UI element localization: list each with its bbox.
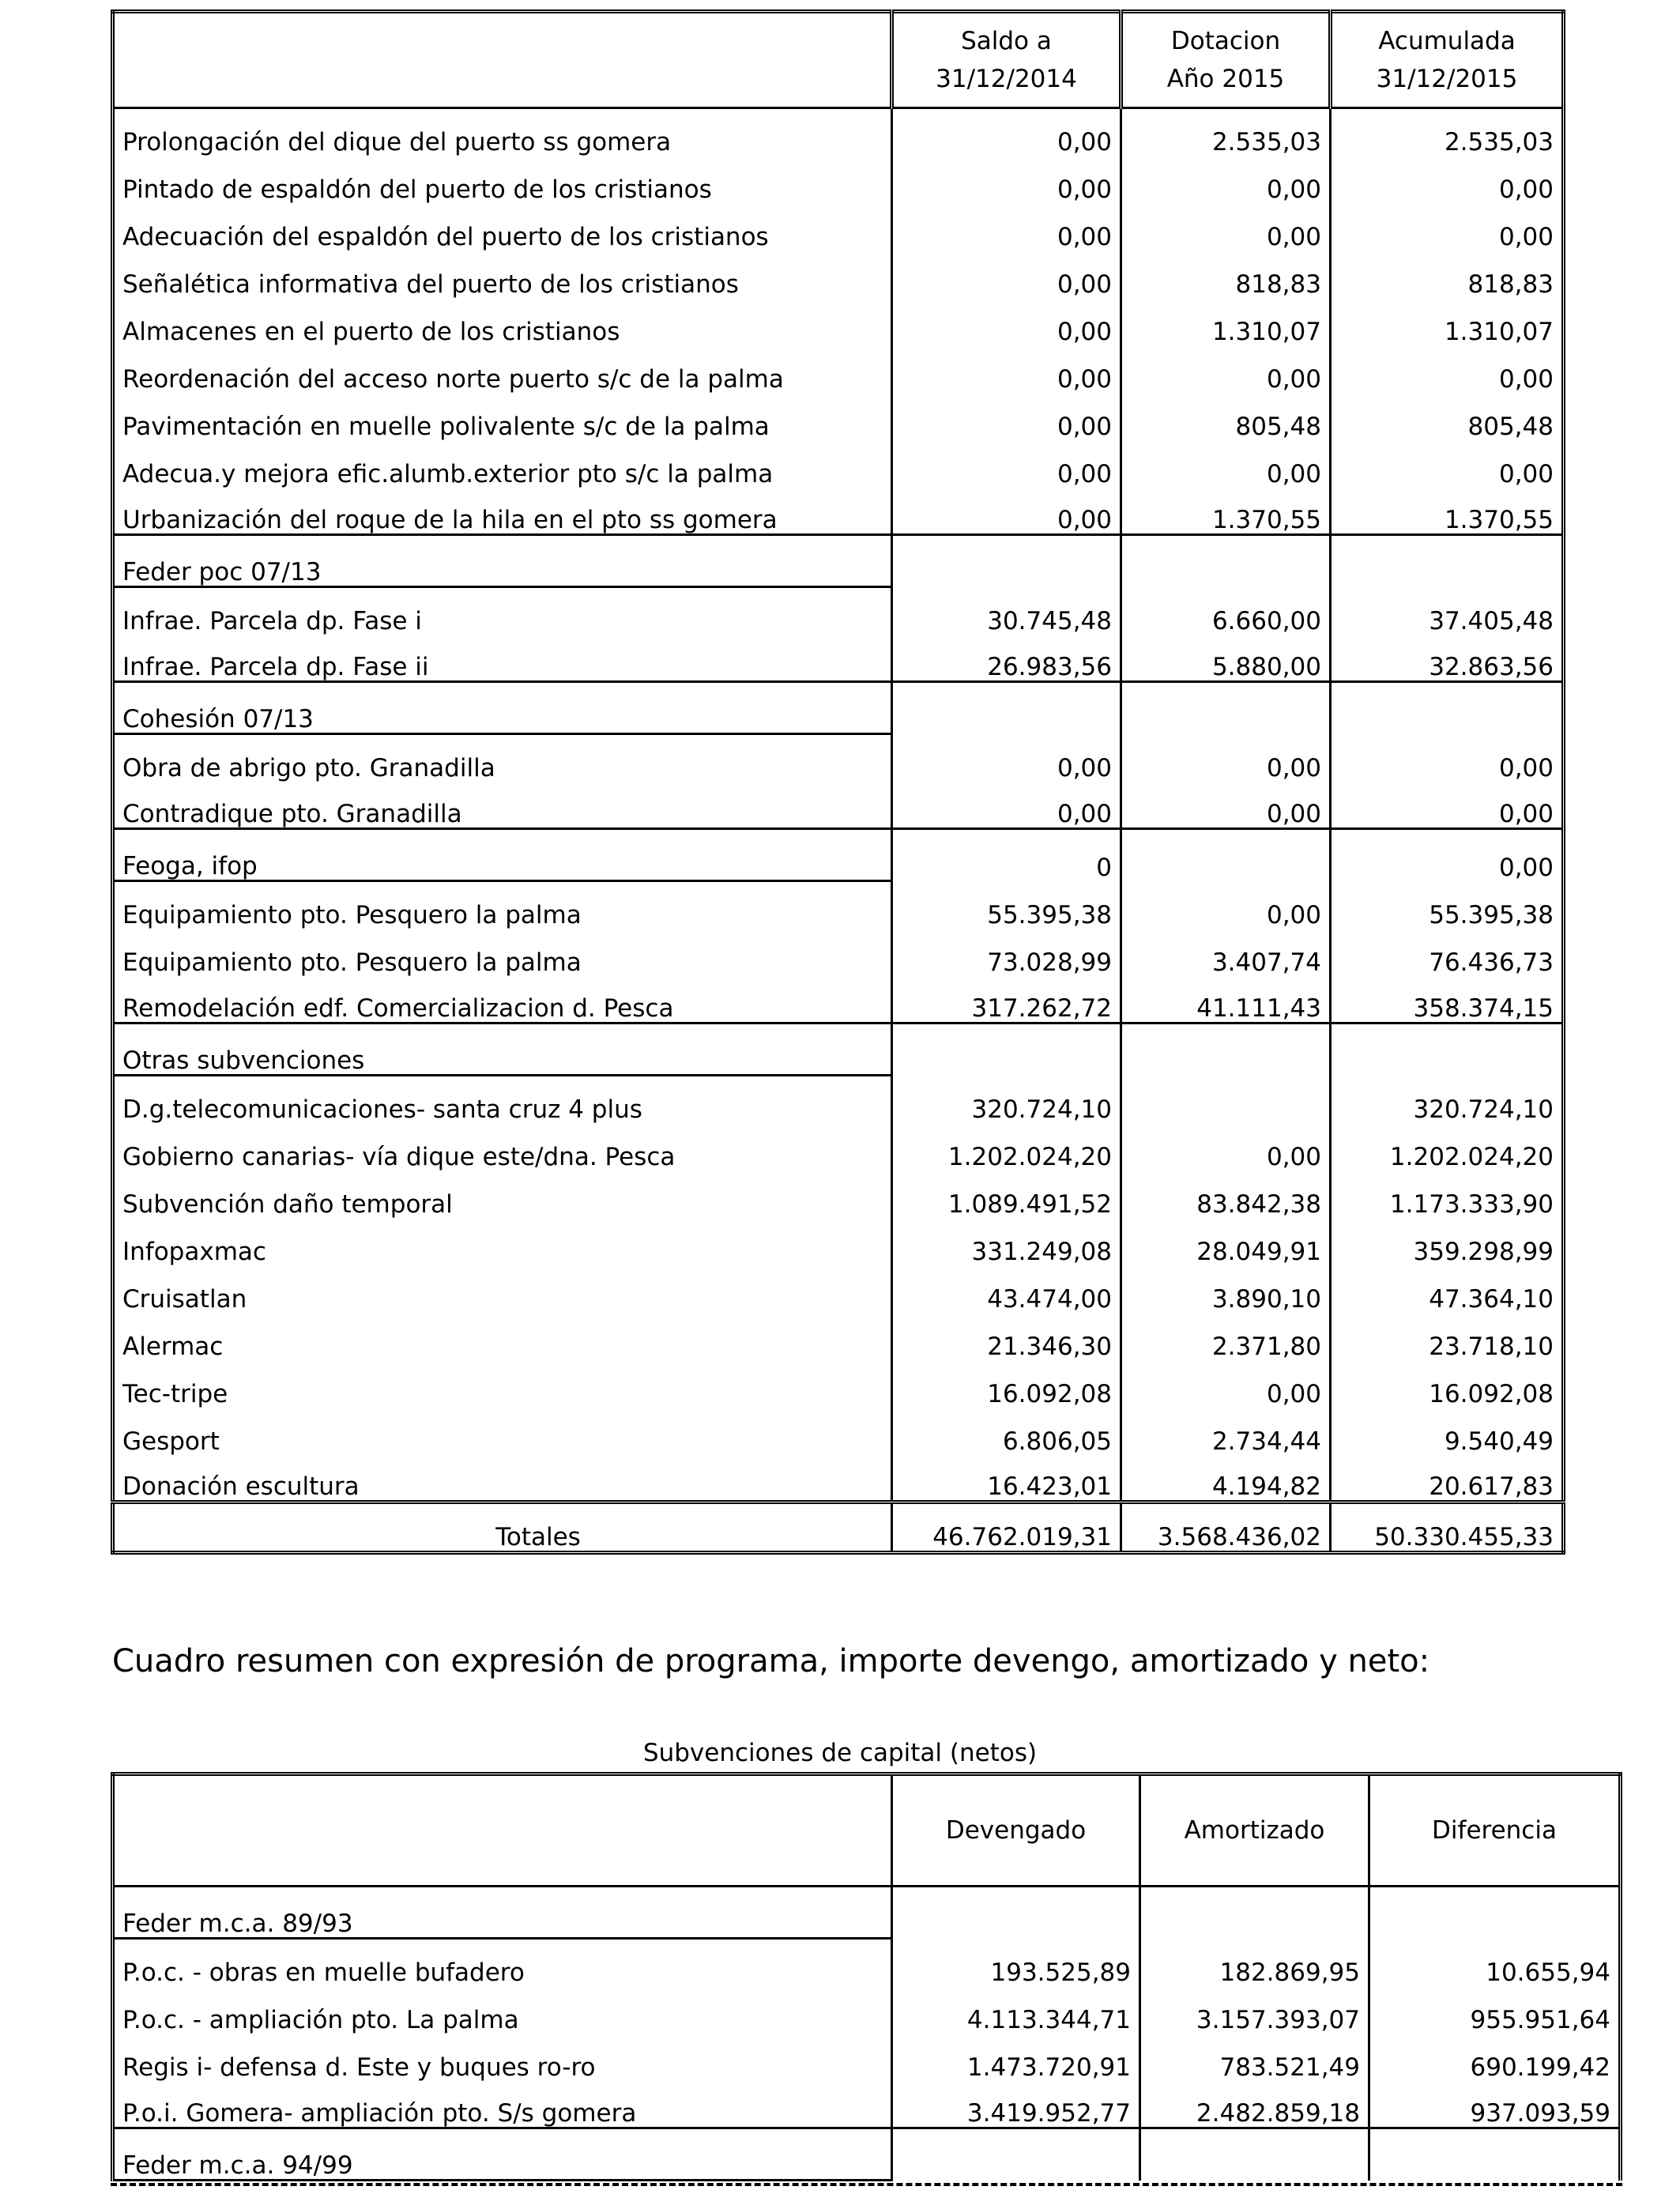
row-value: 690.199,42 xyxy=(1369,2034,1621,2081)
section-label: Feoga, ifop xyxy=(113,829,892,881)
section-row xyxy=(113,1887,1621,1939)
row-label: Reordenación del acceso norte puerto s/c de la palma xyxy=(122,364,784,393)
section-value: 0 xyxy=(892,829,1121,881)
table-row xyxy=(113,1313,1564,1360)
section-value xyxy=(1121,829,1331,881)
section-value xyxy=(1331,682,1564,734)
section-value xyxy=(1121,682,1331,734)
row-value: 2.734,44 xyxy=(1121,1408,1331,1455)
row-value: 1.089.491,52 xyxy=(892,1171,1121,1218)
table-row xyxy=(113,1455,1564,1502)
section-label: Feder poc 07/13 xyxy=(113,535,892,587)
row-value: 47.364,10 xyxy=(1331,1265,1564,1313)
table-row xyxy=(113,1218,1564,1265)
row-label: P.o.c. - obras en muelle bufadero xyxy=(122,1958,525,1986)
row-value: 0,00 xyxy=(892,345,1121,393)
row-value: 37.405,48 xyxy=(1331,587,1564,635)
subsidies-table xyxy=(111,9,1565,1555)
section-value xyxy=(1331,1023,1564,1076)
row-label: Equipamiento pto. Pesquero la palma xyxy=(122,900,582,929)
section-value xyxy=(1121,535,1331,587)
row-value: 0,00 xyxy=(892,440,1121,488)
summary-table xyxy=(111,1772,1622,2181)
totals-row xyxy=(113,1502,1564,1553)
table-row xyxy=(113,1939,1621,1986)
row-label: Infrae. Parcela dp. Fase ii xyxy=(122,653,429,681)
section-value xyxy=(1140,1887,1369,1939)
row-label: Adecua.y mejora efic.alumb.exterior pto s/c la palma xyxy=(122,459,774,488)
row-value: 0,00 xyxy=(1331,440,1564,488)
table-row xyxy=(113,1123,1564,1171)
table-row xyxy=(113,2034,1621,2081)
row-value: 320.724,10 xyxy=(1331,1076,1564,1123)
table-row xyxy=(113,976,1564,1023)
table-row xyxy=(113,1265,1564,1313)
section-value xyxy=(1369,1887,1621,1939)
summary-heading: Cuadro resumen con expresión de programa, importe devengo, amortizado y neto: xyxy=(112,1643,1430,1679)
row-label: Regis i- defensa d. Este y buques ro-ro xyxy=(122,2053,596,2081)
row-label: Infrae. Parcela dp. Fase i xyxy=(122,606,422,635)
row-value: 6.806,05 xyxy=(892,1408,1121,1455)
row-label: Alermac xyxy=(122,1332,224,1360)
row-value: 0,00 xyxy=(1121,881,1331,929)
table-header-row xyxy=(113,12,1564,108)
header-blank xyxy=(113,12,892,108)
section-value xyxy=(892,535,1121,587)
row-value: 6.660,00 xyxy=(1121,587,1331,635)
row-value: 0,00 xyxy=(892,393,1121,440)
row-label: Obra de abrigo pto. Granadilla xyxy=(122,753,495,782)
section-row xyxy=(113,535,1564,587)
row-value: 0,00 xyxy=(1121,1360,1331,1408)
row-value: 41.111,43 xyxy=(1121,976,1331,1023)
row-value: 3.419.952,77 xyxy=(892,2081,1140,2128)
row-label: D.g.telecomunicaciones- santa cruz 4 plus xyxy=(122,1095,642,1123)
row-value: 0,00 xyxy=(892,156,1121,203)
table-row xyxy=(113,488,1564,535)
table-row xyxy=(113,2081,1621,2128)
row-value: 0,00 xyxy=(1121,156,1331,203)
row-value: 0,00 xyxy=(1121,203,1331,251)
row-value: 5.880,00 xyxy=(1121,635,1331,682)
section-value xyxy=(1331,535,1564,587)
row-label: Infopaxmac xyxy=(122,1237,266,1265)
row-value: 0,00 xyxy=(892,734,1121,782)
row-label: Tec-tripe xyxy=(122,1379,228,1408)
totals-label: Totales xyxy=(113,1502,892,1553)
section-label: Otras subvenciones xyxy=(113,1023,892,1076)
table-row xyxy=(113,156,1564,203)
row-value: 1.173.333,90 xyxy=(1331,1171,1564,1218)
summary-header-blank xyxy=(113,1774,892,1887)
row-label: Señalética informativa del puerto de los cristianos xyxy=(122,270,739,298)
section-value xyxy=(892,1887,1140,1939)
row-value: 1.370,55 xyxy=(1331,488,1564,535)
row-value: 2.535,03 xyxy=(1331,108,1564,156)
section-row xyxy=(113,829,1564,881)
row-value: 0,00 xyxy=(1331,782,1564,829)
section-label: Feder m.c.a. 94/99 xyxy=(113,2128,892,2181)
table-row xyxy=(113,108,1564,156)
row-value: 0,00 xyxy=(1121,782,1331,829)
row-value: 16.092,08 xyxy=(1331,1360,1564,1408)
row-label: Urbanización del roque de la hila en el pto ss gomera xyxy=(122,506,778,534)
section-value xyxy=(892,2128,1140,2181)
section-row xyxy=(113,682,1564,734)
header-acumulada: Acumulada 31/12/2015 xyxy=(1331,12,1564,108)
row-label: Donación escultura xyxy=(122,1472,360,1501)
row-value: 4.113.344,71 xyxy=(892,1986,1140,2034)
section-value xyxy=(892,682,1121,734)
row-value: 4.194,82 xyxy=(1121,1455,1331,1502)
row-value: 21.346,30 xyxy=(892,1313,1121,1360)
row-value: 0,00 xyxy=(892,488,1121,535)
row-value: 0,00 xyxy=(892,782,1121,829)
row-label: Pavimentación en muelle polivalente s/c de la palma xyxy=(122,412,770,440)
row-value: 0,00 xyxy=(892,108,1121,156)
header-diferencia: Diferencia xyxy=(1369,1774,1621,1887)
row-value: 331.249,08 xyxy=(892,1218,1121,1265)
row-value: 805,48 xyxy=(1331,393,1564,440)
row-value: 2.371,80 xyxy=(1121,1313,1331,1360)
table-row xyxy=(113,929,1564,976)
row-value: 16.423,01 xyxy=(892,1455,1121,1502)
row-value: 0,00 xyxy=(1121,1123,1331,1171)
row-label: Cruisatlan xyxy=(122,1284,247,1313)
row-label: P.o.i. Gomera- ampliación pto. S/s gomera xyxy=(122,2099,637,2128)
row-value: 818,83 xyxy=(1331,251,1564,298)
row-value: 0,00 xyxy=(1331,734,1564,782)
table-row xyxy=(113,1360,1564,1408)
row-value: 0,00 xyxy=(1331,203,1564,251)
row-label: P.o.c. - ampliación pto. La palma xyxy=(122,2005,519,2034)
row-value: 358.374,15 xyxy=(1331,976,1564,1023)
row-value: 317.262,72 xyxy=(892,976,1121,1023)
row-value: 2.535,03 xyxy=(1121,108,1331,156)
row-label: Remodelación edf. Comercializacion d. Pesca xyxy=(122,994,674,1023)
row-value: 1.370,55 xyxy=(1121,488,1331,535)
table-row xyxy=(113,881,1564,929)
row-value: 76.436,73 xyxy=(1331,929,1564,976)
table-row xyxy=(113,440,1564,488)
row-value: 3.890,10 xyxy=(1121,1265,1331,1313)
row-value: 320.724,10 xyxy=(892,1076,1121,1123)
row-value: 1.310,07 xyxy=(1121,298,1331,345)
totals-acumulada: 50.330.455,33 xyxy=(1331,1502,1564,1553)
table2-caption: Subvenciones de capital (netos) xyxy=(642,1739,1038,1767)
section-row xyxy=(113,1023,1564,1076)
table-row xyxy=(113,587,1564,635)
row-value: 0,00 xyxy=(1331,156,1564,203)
row-value: 9.540,49 xyxy=(1331,1408,1564,1455)
row-value: 0,00 xyxy=(892,298,1121,345)
table-row xyxy=(113,298,1564,345)
table-row xyxy=(113,345,1564,393)
table-row xyxy=(113,251,1564,298)
row-value: 32.863,56 xyxy=(1331,635,1564,682)
row-value: 20.617,83 xyxy=(1331,1455,1564,1502)
row-value: 0,00 xyxy=(892,251,1121,298)
row-value: 937.093,59 xyxy=(1369,2081,1621,2128)
row-value: 55.395,38 xyxy=(1331,881,1564,929)
table-row xyxy=(113,1171,1564,1218)
row-value: 83.842,38 xyxy=(1121,1171,1331,1218)
row-value xyxy=(1121,1076,1331,1123)
section-value: 0,00 xyxy=(1331,829,1564,881)
row-value: 16.092,08 xyxy=(892,1360,1121,1408)
row-value: 30.745,48 xyxy=(892,587,1121,635)
page-cut-line xyxy=(111,2183,1622,2186)
row-value: 3.157.393,07 xyxy=(1140,1986,1369,2034)
row-value: 26.983,56 xyxy=(892,635,1121,682)
row-value: 818,83 xyxy=(1121,251,1331,298)
section-row xyxy=(113,2128,1621,2181)
row-value: 28.049,91 xyxy=(1121,1218,1331,1265)
row-label: Gesport xyxy=(122,1427,220,1455)
row-value: 0,00 xyxy=(892,203,1121,251)
row-value: 43.474,00 xyxy=(892,1265,1121,1313)
row-label: Contradique pto. Granadilla xyxy=(122,800,462,828)
row-value: 10.655,94 xyxy=(1369,1939,1621,1986)
row-label: Almacenes en el puerto de los cristianos xyxy=(122,317,620,345)
row-value: 193.525,89 xyxy=(892,1939,1140,1986)
table-row xyxy=(113,635,1564,682)
row-value: 3.407,74 xyxy=(1121,929,1331,976)
row-label: Equipamiento pto. Pesquero la palma xyxy=(122,948,582,976)
row-value: 0,00 xyxy=(1121,345,1331,393)
row-value: 73.028,99 xyxy=(892,929,1121,976)
row-value: 783.521,49 xyxy=(1140,2034,1369,2081)
row-value: 0,00 xyxy=(1121,734,1331,782)
section-label: Cohesión 07/13 xyxy=(113,682,892,734)
header-amortizado: Amortizado xyxy=(1140,1774,1369,1887)
header-devengado: Devengado xyxy=(892,1774,1140,1887)
table-row xyxy=(113,782,1564,829)
table-row xyxy=(113,734,1564,782)
row-value: 1.310,07 xyxy=(1331,298,1564,345)
header-saldo: Saldo a 31/12/2014 xyxy=(892,12,1121,108)
section-value xyxy=(892,1023,1121,1076)
table-row xyxy=(113,1076,1564,1123)
summary-header-row xyxy=(113,1774,1621,1887)
row-value: 359.298,99 xyxy=(1331,1218,1564,1265)
row-value: 955.951,64 xyxy=(1369,1986,1621,2034)
row-label: Gobierno canarias- vía dique este/dna. Pesca xyxy=(122,1142,676,1171)
row-label: Adecuación del espaldón del puerto de los cristianos xyxy=(122,222,769,251)
row-value: 55.395,38 xyxy=(892,881,1121,929)
section-label: Feder m.c.a. 89/93 xyxy=(113,1887,892,1939)
row-label: Prolongación del dique del puerto ss gomera xyxy=(122,127,672,156)
row-value: 805,48 xyxy=(1121,393,1331,440)
row-value: 0,00 xyxy=(1331,345,1564,393)
table-row xyxy=(113,393,1564,440)
row-value: 182.869,95 xyxy=(1140,1939,1369,1986)
row-value: 1.473.720,91 xyxy=(892,2034,1140,2081)
section-value xyxy=(1140,2128,1369,2181)
row-value: 1.202.024,20 xyxy=(892,1123,1121,1171)
totals-saldo: 46.762.019,31 xyxy=(892,1502,1121,1553)
table-row xyxy=(113,203,1564,251)
table-row xyxy=(113,1408,1564,1455)
row-value: 0,00 xyxy=(1121,440,1331,488)
row-value: 1.202.024,20 xyxy=(1331,1123,1564,1171)
row-label: Subvención daño temporal xyxy=(122,1189,453,1218)
header-dotacion: Dotacion Año 2015 xyxy=(1121,12,1331,108)
row-value: 23.718,10 xyxy=(1331,1313,1564,1360)
section-value xyxy=(1369,2128,1621,2181)
table-row xyxy=(113,1986,1621,2034)
section-value xyxy=(1121,1023,1331,1076)
row-label: Pintado de espaldón del puerto de los cristianos xyxy=(122,175,712,203)
totals-dotacion: 3.568.436,02 xyxy=(1121,1502,1331,1553)
row-value: 2.482.859,18 xyxy=(1140,2081,1369,2128)
